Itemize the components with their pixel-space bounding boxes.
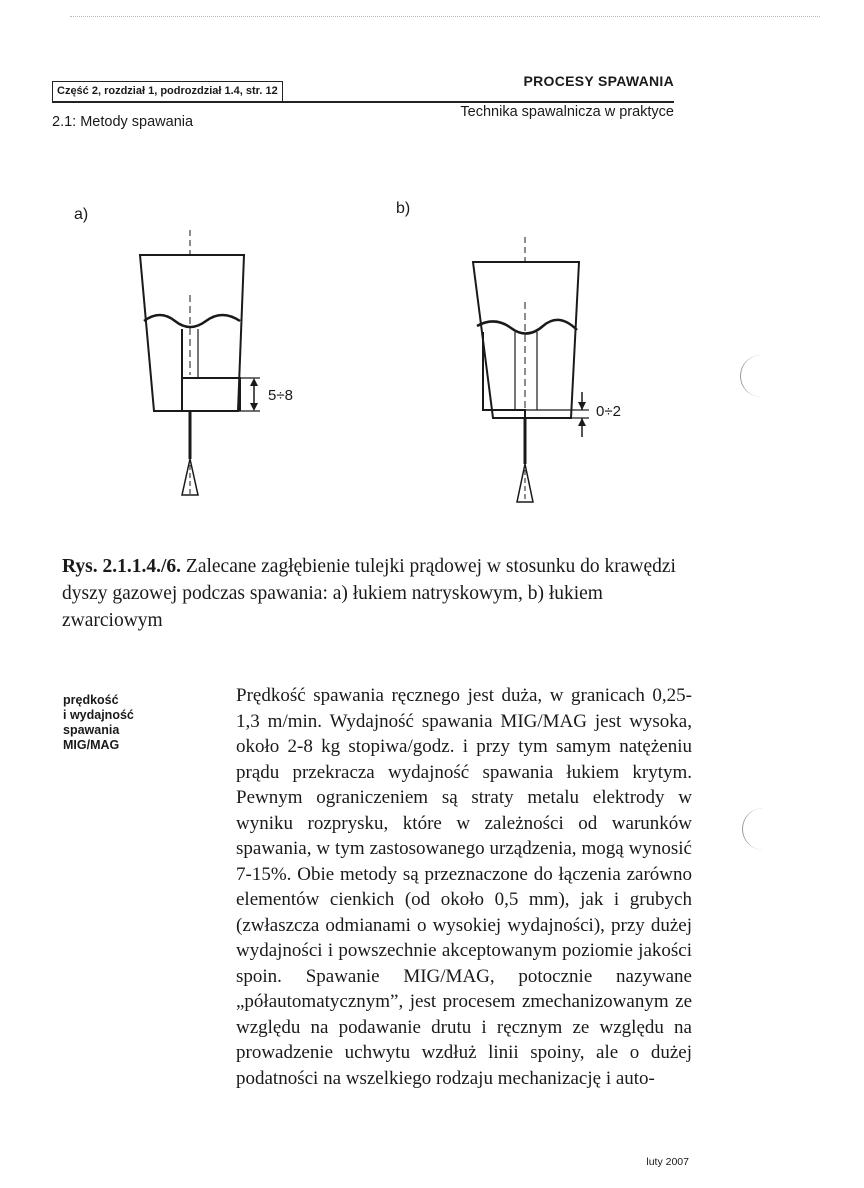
gas-nozzle <box>140 255 244 411</box>
footer-date: luty 2007 <box>646 1156 689 1168</box>
punch-hole-mark <box>740 355 763 397</box>
caption-text: Zalecane zagłębienie tulejki prądowej w stosunku do krawędzi dyszy gazowej podczas spawania: a) łukiem natryskowym, b) łukiem zwarciowym <box>62 556 676 631</box>
section-reference-box: Część 2, rozdział 1, podrozdział 1.4, str. 12 <box>52 81 283 102</box>
dimension-label-b: 0÷2 <box>596 403 621 420</box>
margin-keyword-line: prędkość <box>63 693 119 707</box>
margin-keyword <box>63 693 213 753</box>
caption-number: Rys. 2.1.1.4./6. <box>62 556 182 577</box>
figure-a-nozzle-diagram <box>130 225 330 505</box>
gas-nozzle <box>473 262 579 418</box>
gas-level <box>477 320 577 334</box>
figure-caption <box>62 553 702 634</box>
subsection-title: 2.1: Metody spawania <box>52 114 194 130</box>
header-rule <box>52 101 674 103</box>
margin-keyword-line: i wydajność <box>63 708 134 722</box>
margin-keyword-line: spawania <box>63 723 120 737</box>
contact-tube <box>182 329 240 411</box>
gas-level <box>144 315 240 327</box>
contact-tube <box>483 332 525 418</box>
figure-label-a: a) <box>74 206 89 223</box>
scan-artifact-line <box>70 16 820 17</box>
chapter-title: PROCESY SPAWANIA <box>523 73 674 89</box>
book-title: Technika spawalnicza w praktyce <box>460 104 674 120</box>
figure-b-nozzle-diagram <box>465 232 665 512</box>
body-paragraph: Prędkość spawania ręcznego jest duża, w granicach 0,25-1,3 m/min. Wydajność spawania MIG/MAG jest wysoka, około 2-8 kg stopiwa/godz. i przy tym samym natężeniu prądu przekracza wydajność spawania łukiem krytym. Pewnym ograniczeniem są straty metalu elektrody w wyniku rozprysku, które w zależności od warunków spawania, w tym zastosowanego urządzenia, mogą wynosić 7-15%. Obie metody są przeznaczone do łączenia zarówno elementów cienkich (od około 0,5 mm), jak i grubych (zwłaszcza odmianami o wysokiej wydajności), przy dużej wydajności i powszechnie akceptowanym poziomie jakości spoin. Spawanie MIG/MAG, potocznie nazywane „półautomatycznym”, jest procesem zmechanizowanym ze względu na podawanie drutu i ręcznym ze względu na prowadzenie uchwytu wzdłuż linii spoiny, ale o dużej podatności na wszelkiego rodzaju mechanizację i auto- <box>236 685 692 1089</box>
body-text <box>236 683 692 1091</box>
punch-hole-mark <box>742 808 765 850</box>
margin-keyword-line: MIG/MAG <box>63 738 120 752</box>
dimension-label-a: 5÷8 <box>268 387 293 404</box>
figure-label-b: b) <box>396 200 411 217</box>
